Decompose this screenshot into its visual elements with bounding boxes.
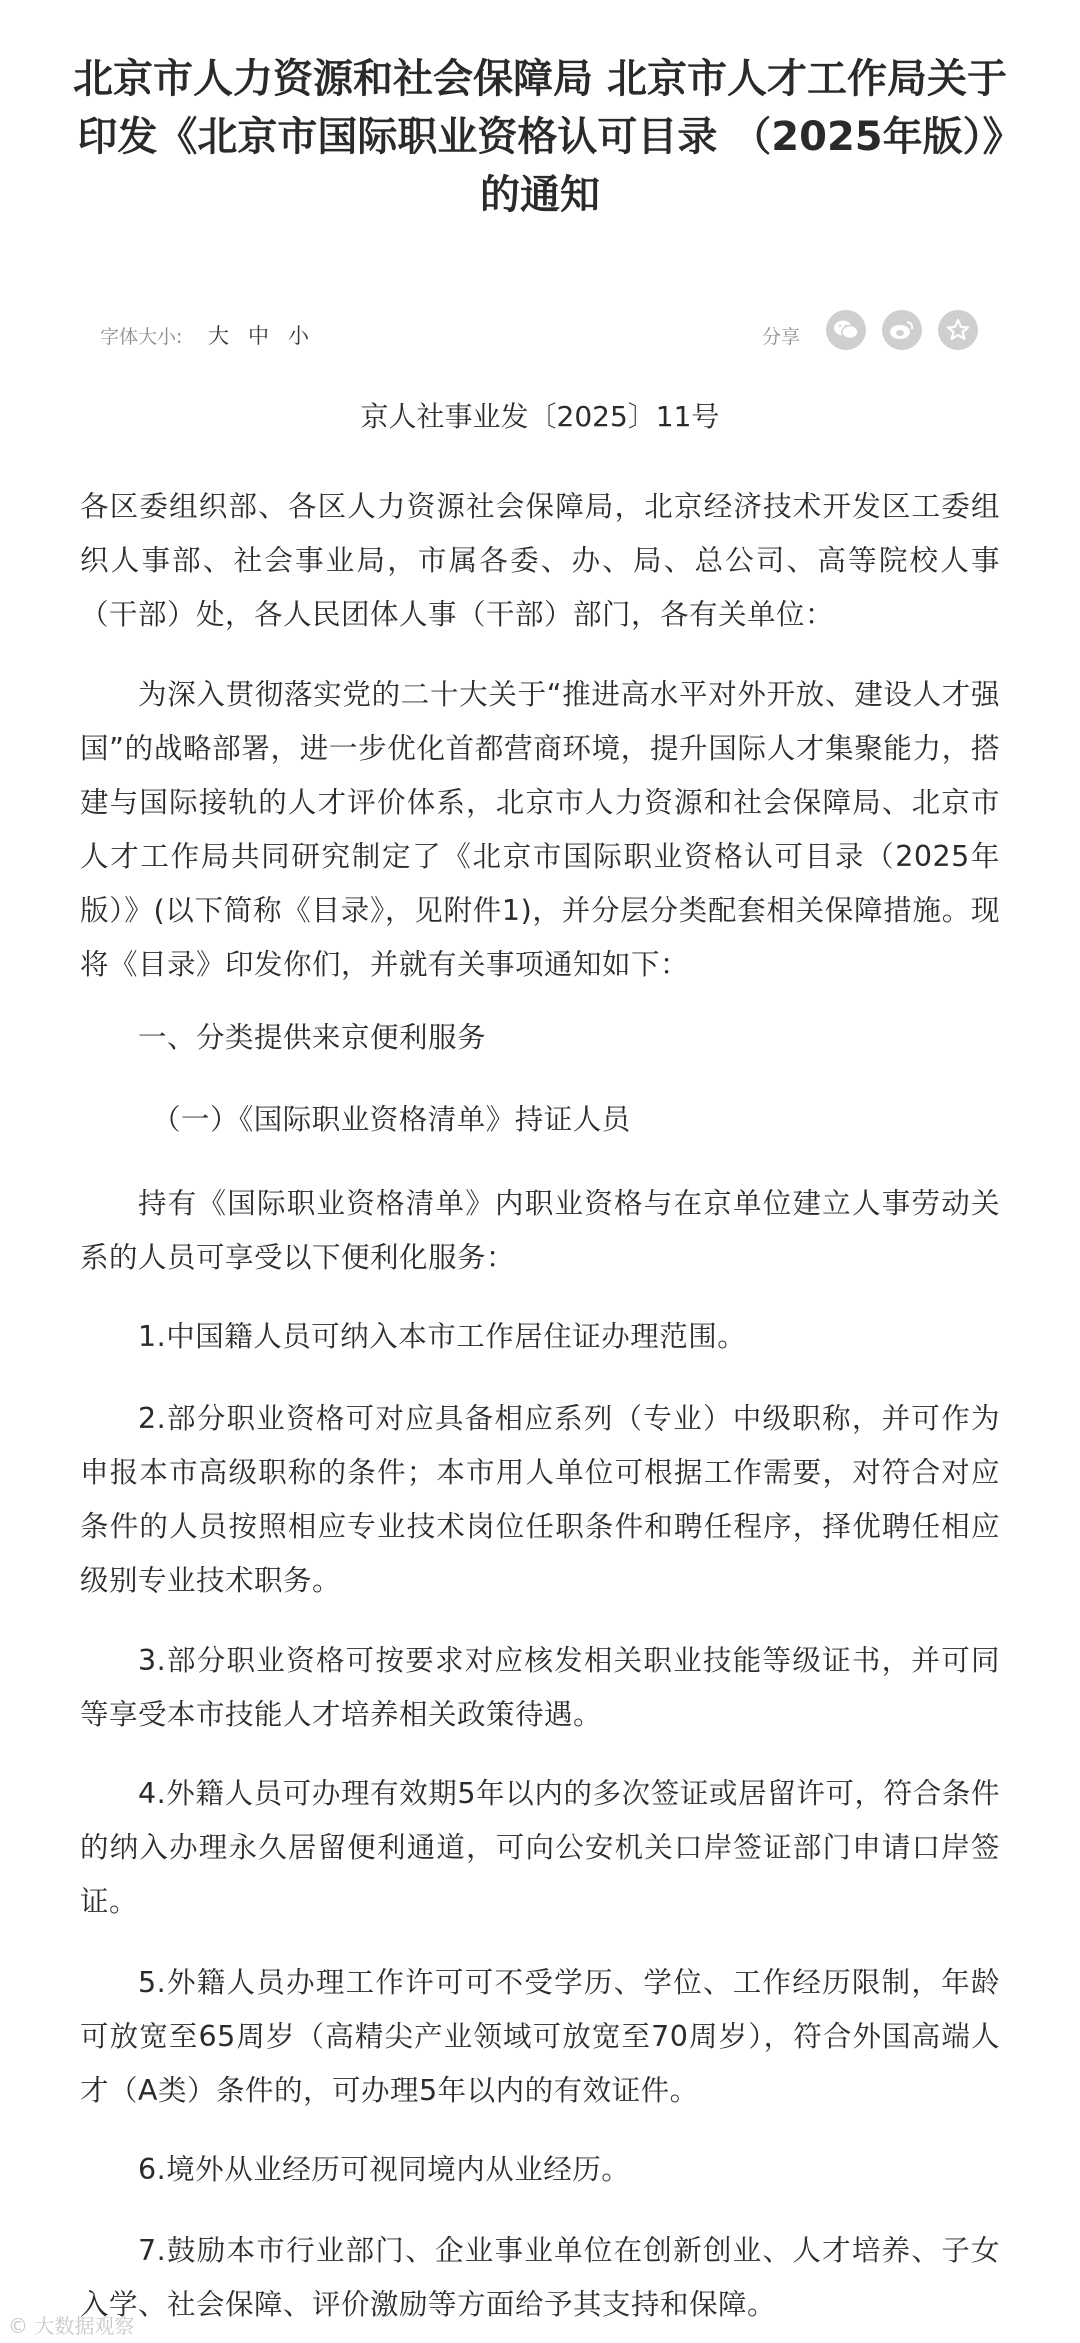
intro-paragraph: 为深入贯彻落实党的二十大关于“推进高水平对外开放、建设人才强国”的战略部署，进一步优化首都营商环境，提升国际人才集聚能力，搭建与国际接轨的人才评价体系，北京市人力资源和社会保障局、北京市人才工作局共同研究制定了《北京市国际职业资格认可目录（2025年版）》(以下简称《目录》，见附件1)，并分层分类配套相关保障措施。现将《目录》印发你们，并就有关事项通知如下： <box>80 678 1000 981</box>
list-item: 2.部分职业资格可对应具备相应系列（专业）中级职称，并可作为申报本市高级职称的条件；本市用人单位可根据工作需要，对符合对应条件的人员按照相应专业技术岗位任职条件和聘任程序，择优聘任相应级别专业技术职务。 <box>80 1402 1000 1597</box>
wechat-icon <box>833 319 859 341</box>
addressee-paragraph: 各区委组织部、各区人力资源社会保障局，北京经济技术开发区工委组织人事部、社会事业局，市属各委、办、局、总公司、高等院校人事（干部）处，各人民团体人事（干部）部门，各有关单位： <box>80 490 1000 631</box>
article-title: 北京市人力资源和社会保障局 北京市人才工作局关于印发《北京市国际职业资格认可目录 （2025年版）》的通知 <box>73 56 1007 218</box>
weibo-icon <box>889 319 915 341</box>
list-item: 3.部分职业资格可按要求对应核发相关职业技能等级证书，并可同等享受本市技能人才培养相关政策待遇。 <box>80 1644 1000 1731</box>
list-item: 6.境外从业经历可视同境内从业经历。 <box>138 2153 631 2186</box>
article-toolbar <box>100 310 980 360</box>
font-size-medium-button[interactable]: 中 <box>248 324 269 348</box>
font-size-small-button[interactable]: 小 <box>288 324 309 348</box>
section-heading: 一、分类提供来京便利服务 <box>138 1021 487 1054</box>
subsection-intro: 持有《国际职业资格清单》内职业资格与在京单位建立人事劳动关系的人员可享受以下便利化服务： <box>80 1187 1000 1274</box>
share-favorite-button[interactable] <box>938 310 978 350</box>
list-item: 4.外籍人员可办理有效期5年以内的多次签证或居留许可，符合条件的纳入办理永久居留便利通道，可向公安机关口岸签证部门申请口岸签证。 <box>80 1777 1000 1918</box>
font-size-large-button[interactable]: 大 <box>208 324 229 348</box>
share-weibo-button[interactable] <box>882 310 922 350</box>
document-number: 京人社事业发〔2025〕11号 <box>360 400 720 433</box>
favorite-icon <box>945 317 971 343</box>
list-item: 1.中国籍人员可纳入本市工作居住证办理范围。 <box>138 1320 747 1353</box>
list-item: 7.鼓励本市行业部门、企业事业单位在创新创业、人才培养、子女入学、社会保障、评价激励等方面给予其支持和保障。 <box>80 2234 1000 2321</box>
font-size-label: 字体大小: <box>100 326 183 348</box>
share-wechat-button[interactable] <box>826 310 866 350</box>
watermark: © 大数据观察 <box>8 2314 135 2338</box>
list-item: 5.外籍人员办理工作许可可不受学历、学位、工作经历限制，年龄可放宽至65周岁（高精尖产业领域可放宽至70周岁），符合外国高端人才（A类）条件的，可办理5年以内的有效证件。 <box>80 1966 1000 2107</box>
subsection-heading: （一）《国际职业资格清单》持证人员 <box>152 1103 631 1136</box>
share-label: 分享 <box>762 326 801 348</box>
